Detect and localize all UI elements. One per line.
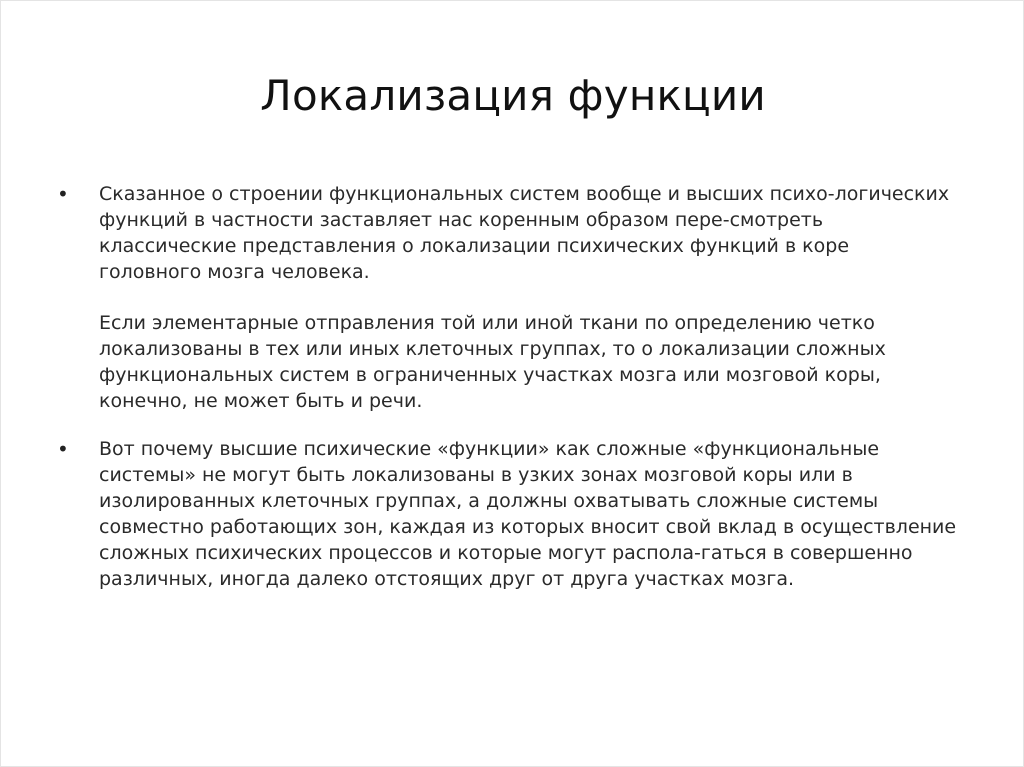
bullet-item-1 — [57, 181, 957, 414]
bullet-marker: • — [57, 182, 69, 206]
bullet-1-paragraph-2: Если элементарные отправления той или иной ткани по определению четко локализованы в тех или иных клеточных группах, то о локализации сложных функциональных систем в ограниченных участках мозга или мозговой коры, конечно, не может быть и речи. — [99, 312, 886, 412]
bullet-1-paragraph-1: Сказанное о строении функциональных систем вообще и высших психо-логических функций в частности заставляет нас коренным образом пере-смотреть классические представления о локализации психических функций в коре головного мозга человека. — [99, 183, 950, 283]
slide-content — [57, 181, 957, 606]
bullet-2-paragraph-1: Вот почему высшие психические «функции» как сложные «функциональные системы» не могут быть локализованы в узких зонах мозговой коры или в изолированных клеточных группах, а должны охватывать сложные системы совместно работающих зон, каждая из которых вносит свой вклад в осуществление сложных психических процессов и которые могут распола-гаться в совершенно различных, иногда далеко отстоящих друг от друга участках мозга. — [99, 438, 957, 590]
slide-title: Локализация функции — [260, 71, 766, 120]
bullet-marker: • — [57, 437, 69, 461]
bullet-item-2 — [57, 436, 957, 592]
